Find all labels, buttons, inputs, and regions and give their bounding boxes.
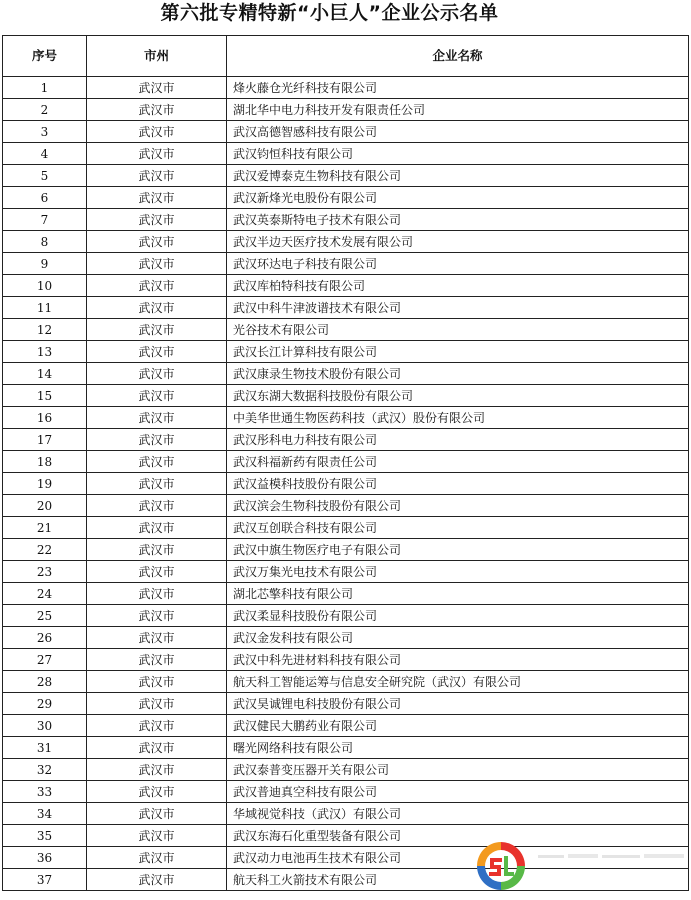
row-no-cell: 33 (3, 781, 87, 803)
table-row (3, 583, 689, 605)
row-company-name-cell: 中美华世通生物医药科技（武汉）股份有限公司 (227, 407, 689, 429)
table-row (3, 407, 689, 429)
row-no-cell: 16 (3, 407, 87, 429)
row-company-name-cell: 武汉昊诚锂电科技股份有限公司 (227, 693, 689, 715)
row-company-name-cell: 武汉中旗生物医疗电子有限公司 (227, 539, 689, 561)
row-city-cell: 武汉市 (87, 759, 227, 781)
row-city-cell: 武汉市 (87, 275, 227, 297)
row-city-cell: 武汉市 (87, 495, 227, 517)
row-company-name-cell: 航天科工火箭技术有限公司 (227, 869, 689, 891)
row-company-name-cell: 武汉益模科技股份有限公司 (227, 473, 689, 495)
row-city-cell: 武汉市 (87, 451, 227, 473)
table-row (3, 319, 689, 341)
row-city-cell: 武汉市 (87, 693, 227, 715)
table-row (3, 561, 689, 583)
row-no-cell: 15 (3, 385, 87, 407)
row-no-cell: 28 (3, 671, 87, 693)
row-no-cell: 27 (3, 649, 87, 671)
row-city-cell: 武汉市 (87, 605, 227, 627)
row-city-cell: 武汉市 (87, 803, 227, 825)
row-company-name-cell: 武汉库柏特科技有限公司 (227, 275, 689, 297)
row-company-name-cell: 武汉中科先进材料科技有限公司 (227, 649, 689, 671)
table-row (3, 143, 689, 165)
table-row (3, 715, 689, 737)
row-city-cell: 武汉市 (87, 429, 227, 451)
row-company-name-cell: 武汉爱博泰克生物科技有限公司 (227, 165, 689, 187)
row-no-cell: 22 (3, 539, 87, 561)
row-city-cell: 武汉市 (87, 627, 227, 649)
table-row (3, 429, 689, 451)
row-no-cell: 36 (3, 847, 87, 869)
table-row (3, 121, 689, 143)
row-no-cell: 12 (3, 319, 87, 341)
table-body (3, 77, 689, 891)
table-row (3, 385, 689, 407)
row-city-cell: 武汉市 (87, 583, 227, 605)
row-city-cell: 武汉市 (87, 517, 227, 539)
company-list-table (2, 35, 689, 891)
row-no-cell: 23 (3, 561, 87, 583)
table-row (3, 759, 689, 781)
row-no-cell: 9 (3, 253, 87, 275)
row-no-cell: 34 (3, 803, 87, 825)
table-row (3, 99, 689, 121)
table-row (3, 473, 689, 495)
row-no-cell: 21 (3, 517, 87, 539)
row-no-cell: 14 (3, 363, 87, 385)
row-company-name-cell: 武汉健民大鹏药业有限公司 (227, 715, 689, 737)
row-company-name-cell: 武汉英泰斯特电子技术有限公司 (227, 209, 689, 231)
row-company-name-cell: 武汉半边天医疗技术发展有限公司 (227, 231, 689, 253)
row-city-cell: 武汉市 (87, 363, 227, 385)
row-company-name-cell: 武汉科福新药有限责任公司 (227, 451, 689, 473)
table-row (3, 803, 689, 825)
row-no-cell: 3 (3, 121, 87, 143)
table-row (3, 297, 689, 319)
table-row (3, 495, 689, 517)
row-company-name-cell: 武汉环达电子科技有限公司 (227, 253, 689, 275)
row-company-name-cell: 湖北华中电力科技开发有限责任公司 (227, 99, 689, 121)
row-no-cell: 20 (3, 495, 87, 517)
row-no-cell: 11 (3, 297, 87, 319)
table-row (3, 825, 689, 847)
row-no-cell: 8 (3, 231, 87, 253)
row-company-name-cell: 武汉泰普变压器开关有限公司 (227, 759, 689, 781)
row-city-cell: 武汉市 (87, 99, 227, 121)
row-company-name-cell: 武汉中科牛津波谱技术有限公司 (227, 297, 689, 319)
row-city-cell: 武汉市 (87, 297, 227, 319)
row-company-name-cell: 武汉万集光电技术有限公司 (227, 561, 689, 583)
document-title: 第六批专精特新“小巨人”企业公示名单 (160, 2, 499, 24)
table-header-row (3, 36, 689, 77)
table-row (3, 253, 689, 275)
row-company-name-cell: 曙光网络科技有限公司 (227, 737, 689, 759)
row-company-name-cell: 武汉东湖大数据科技股份有限公司 (227, 385, 689, 407)
row-city-cell: 武汉市 (87, 473, 227, 495)
table-row (3, 649, 689, 671)
row-no-cell: 19 (3, 473, 87, 495)
row-city-cell: 武汉市 (87, 671, 227, 693)
row-city-cell: 武汉市 (87, 385, 227, 407)
row-company-name-cell: 航天科工智能运筹与信息安全研究院（武汉）有限公司 (227, 671, 689, 693)
row-city-cell: 武汉市 (87, 121, 227, 143)
row-no-cell: 37 (3, 869, 87, 891)
row-city-cell: 武汉市 (87, 869, 227, 891)
table-row (3, 869, 689, 891)
table-row (3, 627, 689, 649)
table-row (3, 517, 689, 539)
row-city-cell: 武汉市 (87, 407, 227, 429)
row-company-name-cell: 武汉滨会生物科技股份有限公司 (227, 495, 689, 517)
row-no-cell: 1 (3, 77, 87, 99)
row-city-cell: 武汉市 (87, 847, 227, 869)
table-row (3, 539, 689, 561)
row-city-cell: 武汉市 (87, 209, 227, 231)
row-no-cell: 18 (3, 451, 87, 473)
row-city-cell: 武汉市 (87, 165, 227, 187)
row-no-cell: 4 (3, 143, 87, 165)
table-row (3, 737, 689, 759)
row-city-cell: 武汉市 (87, 187, 227, 209)
row-company-name-cell: 武汉康录生物技术股份有限公司 (227, 363, 689, 385)
row-city-cell: 武汉市 (87, 825, 227, 847)
table-row (3, 165, 689, 187)
row-no-cell: 26 (3, 627, 87, 649)
row-city-cell: 武汉市 (87, 253, 227, 275)
table-row (3, 77, 689, 99)
table-row (3, 781, 689, 803)
row-city-cell: 武汉市 (87, 737, 227, 759)
row-city-cell: 武汉市 (87, 77, 227, 99)
row-city-cell: 武汉市 (87, 715, 227, 737)
row-company-name-cell: 武汉长江计算科技有限公司 (227, 341, 689, 363)
table-row (3, 209, 689, 231)
row-company-name-cell: 武汉互创联合科技有限公司 (227, 517, 689, 539)
row-no-cell: 2 (3, 99, 87, 121)
row-company-name-cell: 光谷技术有限公司 (227, 319, 689, 341)
row-city-cell: 武汉市 (87, 539, 227, 561)
header-company-name: 企业名称 (227, 36, 689, 77)
row-no-cell: 10 (3, 275, 87, 297)
row-city-cell: 武汉市 (87, 561, 227, 583)
row-company-name-cell: 武汉普迪真空科技有限公司 (227, 781, 689, 803)
row-no-cell: 24 (3, 583, 87, 605)
watermark-logo-icon (473, 838, 529, 894)
row-company-name-cell: 华域视觉科技（武汉）有限公司 (227, 803, 689, 825)
row-no-cell: 13 (3, 341, 87, 363)
table-row (3, 231, 689, 253)
row-company-name-cell: 武汉动力电池再生技术有限公司 (227, 847, 689, 869)
row-city-cell: 武汉市 (87, 231, 227, 253)
row-company-name-cell: 武汉金发科技有限公司 (227, 627, 689, 649)
row-company-name-cell: 武汉东海石化重型装备有限公司 (227, 825, 689, 847)
row-company-name-cell: 武汉新烽光电股份有限公司 (227, 187, 689, 209)
table-row (3, 341, 689, 363)
row-city-cell: 武汉市 (87, 781, 227, 803)
table-row (3, 275, 689, 297)
header-city: 市州 (87, 36, 227, 77)
row-no-cell: 29 (3, 693, 87, 715)
row-no-cell: 5 (3, 165, 87, 187)
row-no-cell: 31 (3, 737, 87, 759)
header-no: 序号 (3, 36, 87, 77)
row-no-cell: 35 (3, 825, 87, 847)
row-no-cell: 7 (3, 209, 87, 231)
row-no-cell: 6 (3, 187, 87, 209)
row-company-name-cell: 武汉柔显科技股份有限公司 (227, 605, 689, 627)
row-no-cell: 17 (3, 429, 87, 451)
row-no-cell: 25 (3, 605, 87, 627)
row-company-name-cell: 武汉高德智感科技有限公司 (227, 121, 689, 143)
row-city-cell: 武汉市 (87, 143, 227, 165)
row-no-cell: 32 (3, 759, 87, 781)
row-no-cell: 30 (3, 715, 87, 737)
watermark-text-icon (536, 850, 686, 864)
row-city-cell: 武汉市 (87, 319, 227, 341)
table-row (3, 451, 689, 473)
row-company-name-cell: 湖北芯擎科技有限公司 (227, 583, 689, 605)
row-company-name-cell: 烽火藤仓光纤科技有限公司 (227, 77, 689, 99)
table-row (3, 605, 689, 627)
table-row (3, 671, 689, 693)
row-company-name-cell: 武汉钧恒科技有限公司 (227, 143, 689, 165)
row-city-cell: 武汉市 (87, 649, 227, 671)
table-row (3, 187, 689, 209)
table-row (3, 693, 689, 715)
table-row (3, 363, 689, 385)
row-city-cell: 武汉市 (87, 341, 227, 363)
row-company-name-cell: 武汉彤科电力科技有限公司 (227, 429, 689, 451)
